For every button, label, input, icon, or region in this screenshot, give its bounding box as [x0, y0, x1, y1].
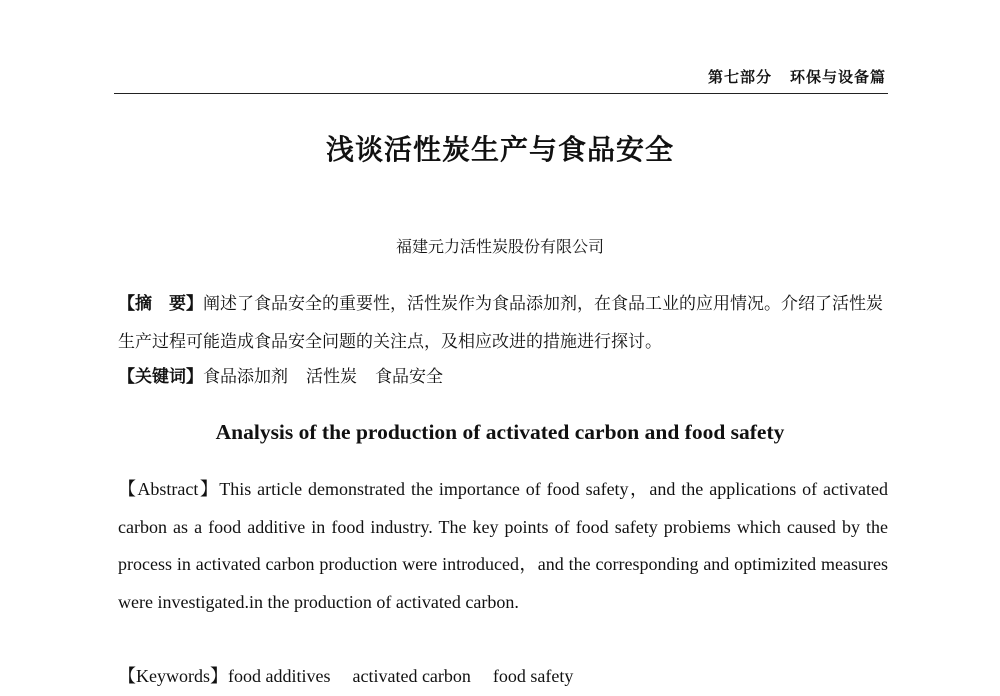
abstract-en-text: This article demonstrated the importance of food safety，and the applications of activated carbon as a food additive in food industry. The key points of food safety probiems which caused by the process in activated carbon production were introduced，and the corresponding and optimizited measures were investigated.in the production of activated carbon. — [118, 479, 888, 612]
keyword-zh: 食品添加剂 — [203, 367, 288, 387]
keyword-en: food additives — [228, 666, 331, 686]
abstract-zh-label: 【摘 要】 — [118, 294, 203, 314]
keywords-en-label: 【Keywords】 — [118, 666, 228, 686]
keyword-en: activated carbon — [352, 666, 471, 686]
abstract-en — [118, 471, 888, 621]
header-rule — [114, 93, 888, 94]
affiliation: 福建元力活性炭股份有限公司 — [395, 237, 604, 256]
keywords-zh-label: 【关键词】 — [118, 367, 203, 387]
keyword-en: food safety — [492, 666, 574, 686]
running-header — [708, 66, 886, 87]
keywords-zh — [118, 358, 888, 396]
page-title-zh: 浅谈活性炭生产与食品安全 — [325, 133, 674, 166]
page-title-en: Analysis of the production of activated carbon and food safety — [215, 420, 785, 444]
abstract-zh-text: 阐述了食品安全的重要性，活性炭作为食品添加剂，在食品工业的应用情况。介绍了活性炭生产过程可能造成食品安全问题的关注点，及相应改进的措施进行探讨。 — [118, 294, 883, 352]
header-section: 第七部分 — [707, 68, 772, 86]
keyword-zh: 食品安全 — [375, 367, 443, 387]
keyword-zh: 活性炭 — [306, 367, 357, 387]
keywords-en — [118, 658, 888, 696]
abstract-en-label: 【Abstract】 — [118, 479, 220, 499]
abstract-zh — [118, 285, 888, 361]
header-part: 环保与设备篇 — [789, 68, 886, 86]
